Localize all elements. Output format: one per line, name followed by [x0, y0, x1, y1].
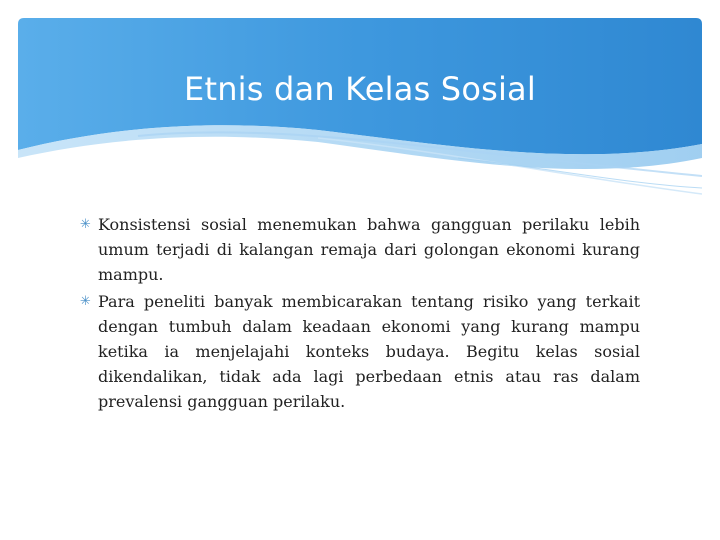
slide-title: Etnis dan Kelas Sosial	[184, 70, 536, 108]
asterisk-icon: ✳	[80, 217, 91, 232]
bullet-text: Para peneliti banyak membicarakan tentang risiko yang terkait dengan tumbuh dalam keadaan ekonomi yang kurang mampu ketika ia menjelajahi konteks budaya. Begitu kelas sosial dikendalikan, tidak ada lagi perbedaan etnis atau ras dalam prevalensi gangguan perilaku.	[98, 292, 640, 411]
title-banner	[18, 18, 702, 198]
bullet-list	[80, 212, 640, 416]
bullet-text: Konsistensi sosial menemukan bahwa gangguan perilaku lebih umum terjadi di kalangan remaja dari golongan ekonomi kurang mampu.	[98, 215, 640, 284]
bullet-item	[80, 212, 640, 287]
bullet-item	[80, 289, 640, 414]
asterisk-icon: ✳	[80, 294, 91, 309]
banner-background	[18, 18, 702, 198]
